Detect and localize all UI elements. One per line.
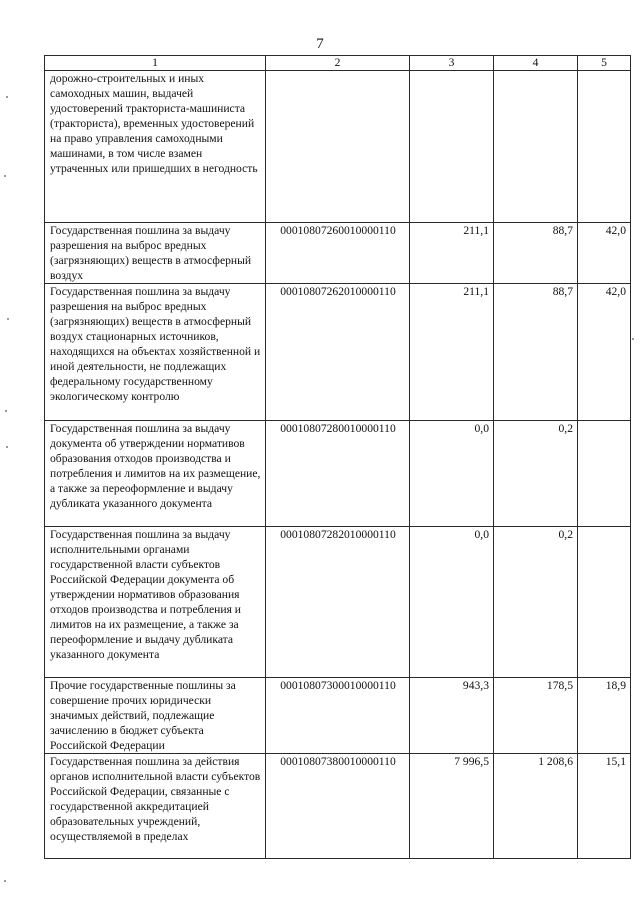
table-row [45,754,631,859]
table-row [45,527,631,678]
row-value-3: 943,3 [410,678,494,754]
row-value-5: 42,0 [578,284,631,421]
row-code: 00010807280010000110 [266,421,410,527]
row-value-5 [578,527,631,678]
revenue-table [44,55,631,859]
scan-speck [7,318,9,320]
row-value-3: 211,1 [410,284,494,421]
row-value-4 [494,71,578,223]
row-code: 00010807260010000110 [266,223,410,284]
row-value-3 [410,71,494,223]
scan-speck [5,410,7,412]
row-value-4: 178,5 [494,678,578,754]
row-name: Государственная пошлина за действия органов исполнительной власти субъектов Российской Федерации, связанные с государственной аккредитацией образовательных учреждений, осуществляемой в пределах [45,754,266,859]
row-value-5 [578,71,631,223]
table-row [45,284,631,421]
row-value-3: 0,0 [410,421,494,527]
table-row [45,421,631,527]
row-value-4: 88,7 [494,284,578,421]
row-value-4: 0,2 [494,421,578,527]
row-code: 00010807380010000110 [266,754,410,859]
row-code [266,71,410,223]
scan-speck [6,96,8,98]
table-row [45,71,631,223]
header-col-5: 5 [578,56,631,71]
row-value-4: 1 208,6 [494,754,578,859]
row-name: Государственная пошлина за выдачу исполнительными органами государственной власти субъектов Российской Федерации документа об утверждении нормативов образования отходов производства и потребления и лимитов на их размещение, а также за переоформление и выдачу дубликата указанного документа [45,527,266,678]
row-value-5 [578,421,631,527]
header-col-3: 3 [410,56,494,71]
row-name: Государственная пошлина за выдачу разрешения на выброс вредных (загрязняющих) веществ в атмосферный воздух [45,223,266,284]
row-name: Прочие государственные пошлины за совершение прочих юридически значимых действий, подлежащие зачислению в бюджет субъекта Российской Федерации [45,678,266,754]
row-value-4: 0,2 [494,527,578,678]
scan-speck [4,175,6,177]
scan-speck [6,446,8,448]
row-name: Государственная пошлина за выдачу документа об утверждении нормативов образования отходов производства и потребления и лимитов на их размещение, а также за переоформление и выдачу дубликата указанного документа [45,421,266,527]
header-col-4: 4 [494,56,578,71]
row-value-4: 88,7 [494,223,578,284]
table-row [45,223,631,284]
scan-speck [632,338,634,340]
row-value-5: 42,0 [578,223,631,284]
header-row [45,56,631,71]
row-name: дорожно-строительных и иных самоходных машин, выдачей удостоверений тракториста-машиниста (тракториста), временных удостоверений на право управления самоходными машинами, в том числе взамен утраченных или пришедших в негодность [45,71,266,223]
header-col-1: 1 [45,56,266,71]
row-value-3: 211,1 [410,223,494,284]
row-code: 00010807300010000110 [266,678,410,754]
row-code: 00010807262010000110 [266,284,410,421]
scan-speck [4,880,6,882]
header-col-2: 2 [266,56,410,71]
row-value-5: 15,1 [578,754,631,859]
row-value-3: 0,0 [410,527,494,678]
row-value-3: 7 996,5 [410,754,494,859]
row-name: Государственная пошлина за выдачу разрешения на выброс вредных (загрязняющих) веществ в атмосферный воздух стационарных источников, находящихся на объектах хозяйственной и иной деятельности, не подлежащих федеральному государственному экологическому контролю [45,284,266,421]
row-value-5: 18,9 [578,678,631,754]
table-row [45,678,631,754]
page-number: 7 [316,36,324,52]
row-code: 00010807282010000110 [266,527,410,678]
